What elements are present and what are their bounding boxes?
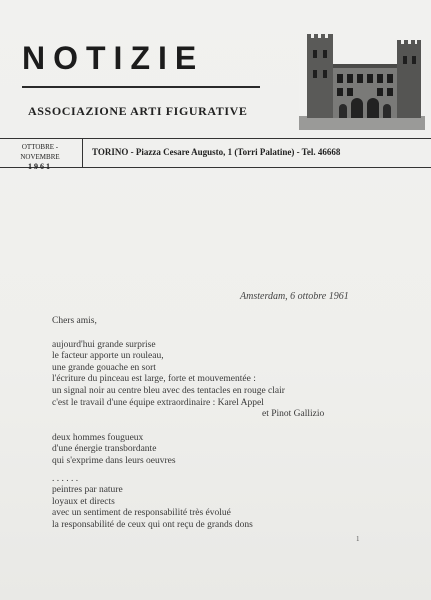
info-bar bbox=[0, 138, 431, 171]
letter-line: avec un sentiment de responsabilité très évolué bbox=[52, 508, 231, 519]
letter-dateline: Amsterdam, 6 ottobre 1961 bbox=[240, 291, 349, 302]
letter-line: qui s'exprime dans leurs oeuvres bbox=[52, 455, 176, 466]
letter-body bbox=[52, 316, 412, 532]
letter-line: la responsabilité de ceux qui ont reçu de grands dons bbox=[52, 519, 253, 530]
masthead-rule bbox=[22, 86, 260, 88]
masthead-subtitle: ASSOCIAZIONE ARTI FIGURATIVE bbox=[28, 104, 248, 118]
letter-line: loyaux et directs bbox=[52, 496, 115, 507]
letter-line: le facteur apporte un rouleau, bbox=[52, 351, 164, 362]
letter-line: un signal noir au centre bleu avec des tentacles en rouge clair bbox=[52, 385, 285, 396]
letter-line: peintres par nature bbox=[52, 485, 123, 496]
letter-line: une grande gouache en sort bbox=[52, 362, 156, 373]
association-address: TORINO - Piazza Cesare Augusto, 1 (Torri Palatine) - Tel. 46668 bbox=[92, 147, 341, 157]
letter-line: l'écriture du pinceau est large, forte et mouvementée : bbox=[52, 374, 256, 385]
letter-ellipsis: . . . . . . bbox=[52, 473, 79, 484]
masthead-title: NOTIZIE bbox=[22, 40, 205, 76]
page-number: 1 bbox=[356, 535, 360, 543]
letter-line: aujourd'hui grande surprise bbox=[52, 339, 156, 350]
letter-line: c'est le travail d'une équipe extraordinaire : Karel Appel bbox=[52, 397, 264, 408]
letter-line-indented: et Pinot Gallizio bbox=[262, 409, 325, 420]
letter-line: d'une énergie transbordante bbox=[52, 444, 157, 455]
issue-months: OTTOBRE - NOVEMBRE bbox=[20, 143, 60, 161]
info-divider bbox=[82, 139, 83, 167]
letter-line: deux hommes fougueux bbox=[52, 432, 144, 443]
torri-palatine-photo bbox=[299, 30, 425, 130]
letter-salutation: Chers amis, bbox=[52, 316, 97, 326]
issue-year: 1961 bbox=[28, 162, 52, 171]
issue-date bbox=[2, 142, 78, 172]
